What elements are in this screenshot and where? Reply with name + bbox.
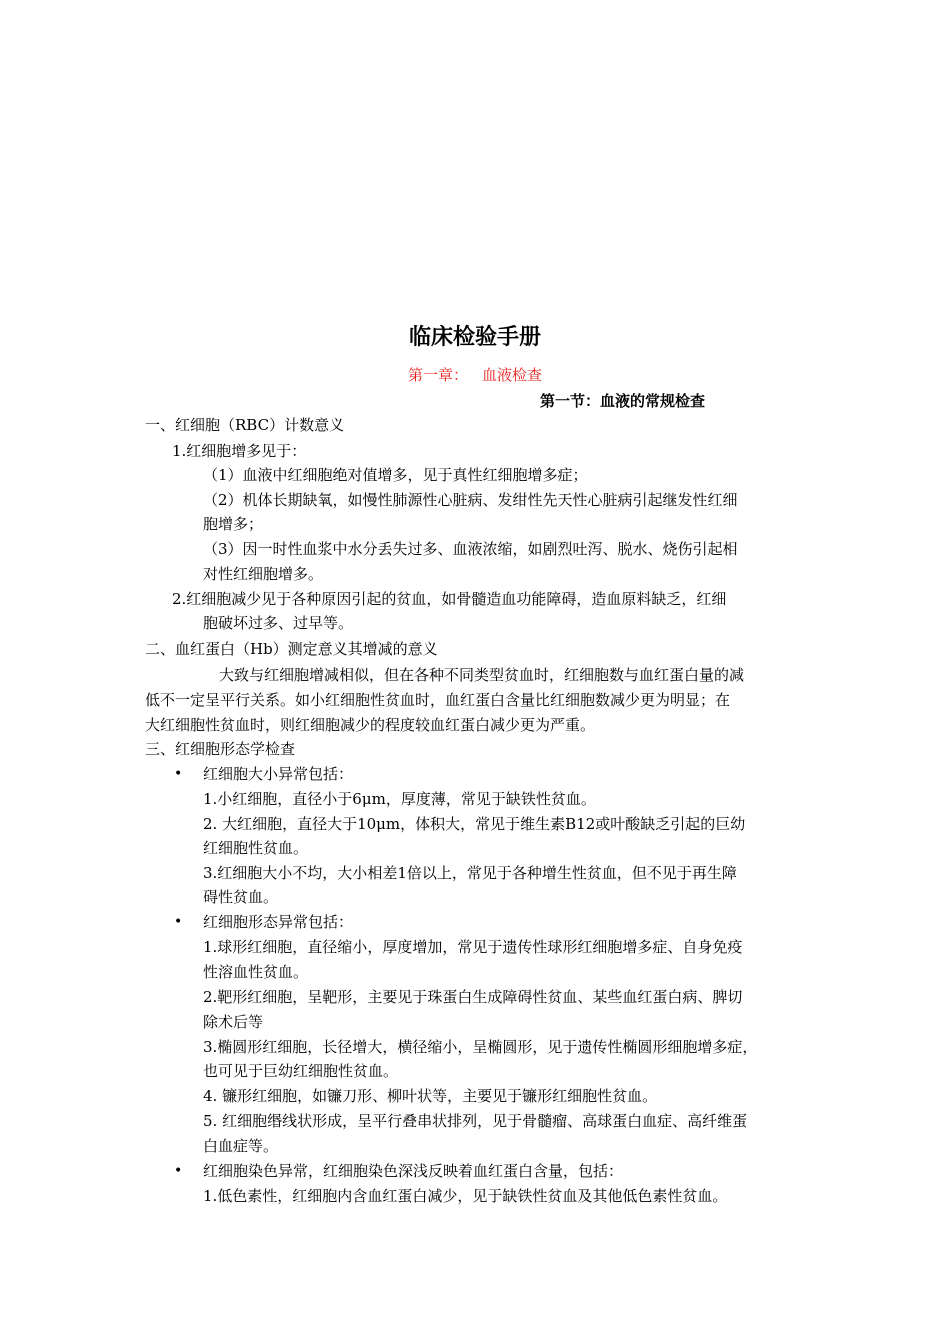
bullet-item: 红细胞大小异常包括： xyxy=(203,765,354,783)
list-item: 2.靶形红细胞，呈靶形，主要见于珠蛋白生成障碍性贫血、某些血红蛋白病、脾切 xyxy=(203,988,743,1006)
chapter-heading xyxy=(0,364,950,386)
bullet-item: 红细胞染色异常，红细胞染色深浅反映着血红蛋白含量，包括： xyxy=(203,1162,624,1180)
list-item: 5. 红细胞缗线状形成，呈平行叠串状排列，见于骨髓瘤、高球蛋白血症、高纤维蛋 xyxy=(203,1112,748,1130)
bullet-icon: • xyxy=(174,914,183,930)
chapter-label: 第一章： xyxy=(407,366,468,384)
list-item: 3.红细胞大小不均，大小相差1倍以上，常见于各种增生性贫血，但不见于再生障 xyxy=(203,864,737,882)
section-heading: 第一节：血液的常规检查 xyxy=(540,392,706,410)
list-item-continuation: 也可见于巨幼红细胞性贫血。 xyxy=(203,1062,399,1080)
bullet-icon: • xyxy=(174,766,183,782)
list-item: 1.低色素性，红细胞内含血红蛋白减少，见于缺铁性贫血及其他低色素性贫血。 xyxy=(203,1187,728,1205)
heading-rbc-morphology: 三、红细胞形态学检查 xyxy=(145,740,296,758)
list-item: 3.椭圆形红细胞，长径增大，横径缩小，呈椭圆形，见于遗传性椭圆形细胞增多症， xyxy=(203,1038,758,1056)
list-item: （2）机体长期缺氧，如慢性肺源性心脏病、发绀性先天性心脏病引起继发性红细 xyxy=(203,491,738,509)
chapter-name: 血液检查 xyxy=(482,366,543,384)
list-item-continuation: 对性红细胞增多。 xyxy=(203,565,324,583)
list-item: 2. 大红细胞，直径大于10μm，体积大，常见于维生素B12或叶酸缺乏引起的巨幼 xyxy=(203,815,746,833)
paragraph-line: 低不一定呈平行关系。如小红细胞性贫血时，血红蛋白含量比红细胞数减少更为明显；在 xyxy=(145,691,731,709)
list-item-continuation: 胞增多； xyxy=(203,515,264,533)
heading-hb: 二、血红蛋白（Hb）测定意义其增减的意义 xyxy=(145,640,438,658)
bullet-item: 红细胞形态异常包括： xyxy=(203,913,354,931)
bullet-icon: • xyxy=(174,1163,183,1179)
list-item-continuation: 红细胞性贫血。 xyxy=(203,839,309,857)
list-item: 2.红细胞减少见于各种原因引起的贫血，如骨髓造血功能障碍，造血原料缺乏，红细 xyxy=(172,590,727,608)
list-item: 1.球形红细胞，直径缩小，厚度增加，常见于遗传性球形红细胞增多症、自身免疫 xyxy=(203,938,743,956)
document-title: 临床检验手册 xyxy=(408,325,541,350)
list-item-continuation: 白血症等。 xyxy=(203,1137,279,1155)
paragraph-line: 大致与红细胞增减相似，但在各种不同类型贫血时，红细胞数与血红蛋白量的减 xyxy=(219,666,745,684)
list-item: （3）因一时性血浆中水分丢失过多、血液浓缩，如剧烈吐泻、脱水、烧伤引起相 xyxy=(203,540,738,558)
list-item: 1.红细胞增多见于： xyxy=(172,442,307,460)
list-item-continuation: 除术后等 xyxy=(203,1013,264,1031)
list-item-continuation: 胞破坏过多、过早等。 xyxy=(203,614,354,632)
heading-rbc-count: 一、红细胞（RBC）计数意义 xyxy=(145,416,345,434)
list-item: （1）血液中红细胞绝对值增多，见于真性红细胞增多症； xyxy=(203,466,588,484)
paragraph-line: 大红细胞性贫血时，则红细胞减少的程度较血红蛋白减少更为严重。 xyxy=(145,716,596,734)
list-item-continuation: 性溶血性贫血。 xyxy=(203,963,309,981)
list-item-continuation: 碍性贫血。 xyxy=(203,888,279,906)
list-item: 1.小红细胞，直径小于6μm，厚度薄，常见于缺铁性贫血。 xyxy=(203,790,596,808)
list-item: 4. 镰形红细胞，如镰刀形、柳叶状等，主要见于镰形红细胞性贫血。 xyxy=(203,1087,658,1105)
